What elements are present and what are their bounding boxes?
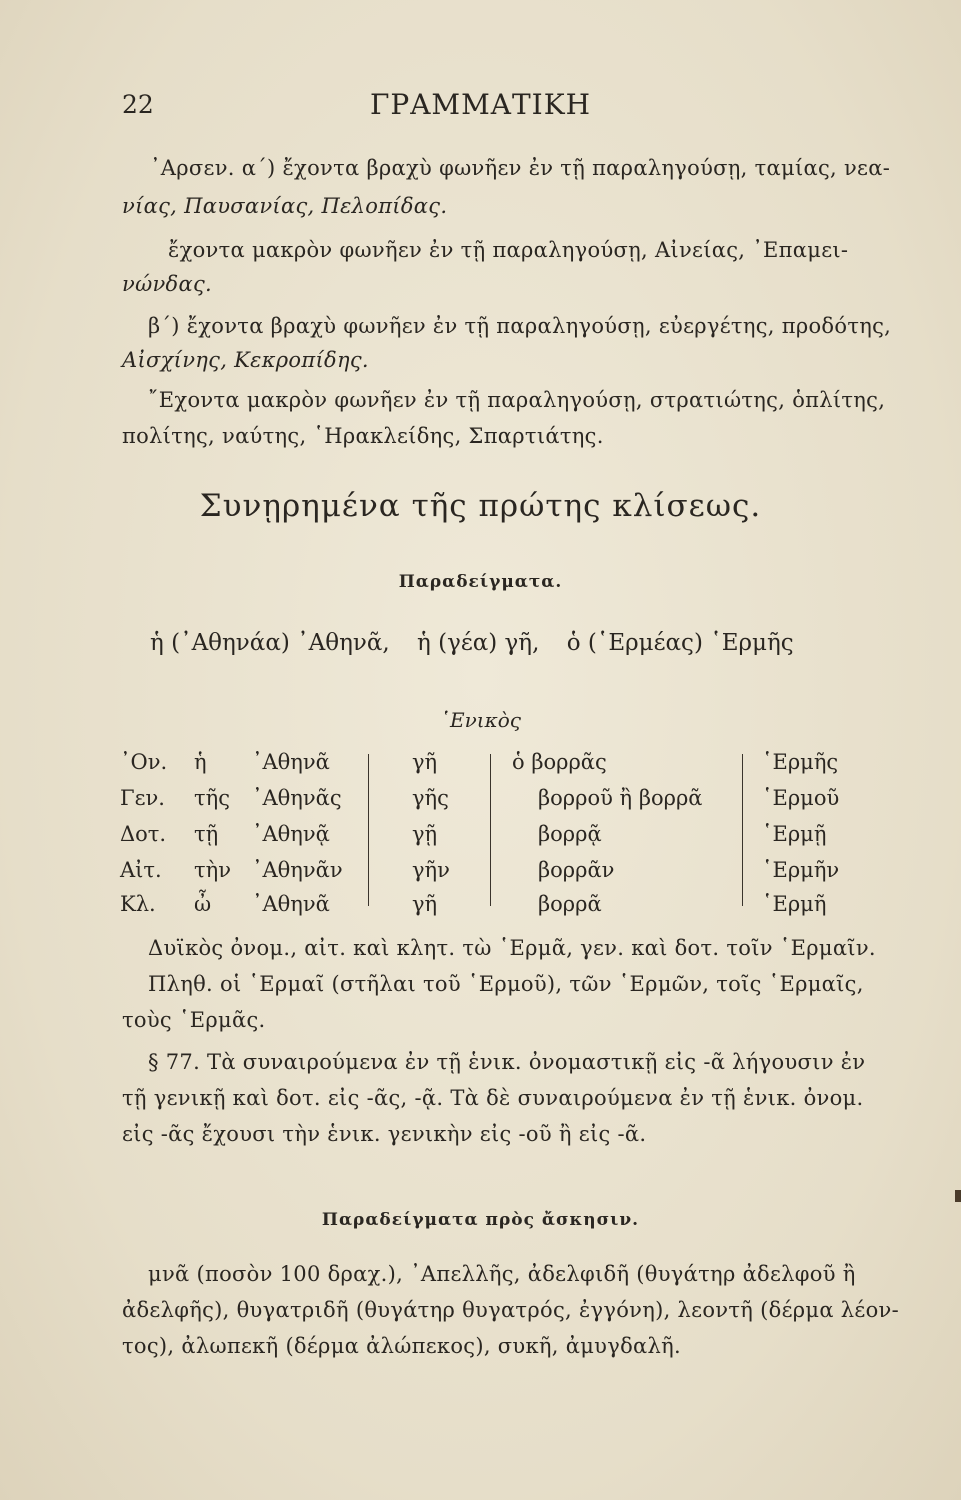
ge-cell: γῇ bbox=[412, 822, 438, 846]
borras-cell: βορρᾶ bbox=[538, 892, 602, 916]
intro-line: νώνδας. bbox=[122, 272, 213, 296]
declension-table bbox=[120, 750, 860, 916]
examples-heading: Παραδείγματα. bbox=[398, 572, 563, 592]
ge-cell: γῆν bbox=[412, 858, 450, 882]
intro-line: νίας, Παυσανίας, Πελοπίδας. bbox=[122, 194, 448, 218]
page-edge-mark bbox=[955, 1190, 961, 1202]
dual-line: Δυϊκὸς ὀνομ., αἰτ. καὶ κλητ. τὼ ῾Ερμᾶ, γεν. καὶ δοτ. τοῖν ῾Ερμαῖν. bbox=[148, 936, 876, 960]
hermes-cell: ῾Ερμῇ bbox=[762, 822, 827, 846]
athena-cell: ᾿Αθηνᾶς bbox=[252, 786, 342, 810]
number-label: ῾Ενικὸς bbox=[440, 708, 521, 732]
athena-cell: ᾿Αθηνᾶ bbox=[252, 892, 330, 916]
paragraph-line: § 77. Τὰ συναιρούμενα ἐν τῇ ἑνικ. ὀνομαστικῇ εἰς -ᾶ λήγουσιν ἐν bbox=[148, 1050, 866, 1074]
athena-cell: ᾿Αθηνᾷ bbox=[252, 822, 330, 846]
ge-cell: γῆ bbox=[412, 892, 438, 916]
borras-cell: βορροῦ ἢ βορρᾶ bbox=[538, 786, 703, 810]
article-cell: τὴν bbox=[194, 858, 231, 882]
exercise-line: τος), ἀλωπεκῆ (δέρμα ἀλώπεκος), συκῆ, ἀμυγδαλῆ. bbox=[122, 1334, 681, 1358]
case-label: Κλ. bbox=[120, 892, 156, 916]
table-divider bbox=[490, 754, 491, 906]
borras-cell: ὁ βορρᾶς bbox=[512, 750, 607, 774]
table-divider bbox=[742, 754, 743, 906]
paragraph-line: εἰς -ᾶς ἔχουσι τὴν ἑνικ. γενικὴν εἰς -οῦ ἢ εἰς -ᾶ. bbox=[122, 1122, 647, 1146]
intro-line: ἔχοντα μακρὸν φωνῆεν ἐν τῇ παραληγούσῃ, Αἰνείας, ᾿Επαμει- bbox=[168, 238, 849, 262]
page-number: 22 bbox=[122, 90, 154, 119]
article-cell: ὦ bbox=[194, 892, 212, 916]
intro-line: ῎Εχοντα μακρὸν φωνῆεν ἐν τῇ παραληγούσῃ, στρατιώτης, ὁπλίτης, bbox=[148, 388, 886, 412]
hermes-cell: ῾Ερμῆ bbox=[762, 892, 827, 916]
hermes-cell: ῾Ερμῆς bbox=[762, 750, 839, 774]
athena-cell: ᾿Αθηνᾶ bbox=[252, 750, 330, 774]
article-cell: τῆς bbox=[194, 786, 230, 810]
table-divider bbox=[368, 754, 369, 906]
intro-line: β΄) ἔχοντα βραχὺ φωνῆεν ἐν τῇ παραληγούσῃ, εὐεργέτης, προδότης, bbox=[148, 314, 892, 338]
article-cell: τῇ bbox=[194, 822, 219, 846]
section-heading: Συνῃρημένα τῆς πρώτης κλίσεως. bbox=[199, 488, 762, 524]
case-label: Γεν. bbox=[120, 786, 165, 810]
paragraph-line: τῇ γενικῇ καὶ δοτ. εἰς -ᾶς, -ᾷ. Τὰ δὲ συναιρούμενα ἐν τῇ ἑνικ. ὀνομ. bbox=[122, 1086, 864, 1110]
intro-line: ᾿Αρσεν. α΄) ἔχοντα βραχὺ φωνῆεν ἐν τῇ παραληγούσῃ, ταμίας, νεα- bbox=[150, 156, 891, 180]
running-title: ΓΡΑΜΜΑΤΙΚΗ bbox=[369, 88, 592, 121]
case-label: Δοτ. bbox=[120, 822, 167, 846]
plural-line: Πληθ. οἱ ῾Ερμαῖ (στῆλαι τοῦ ῾Ερμοῦ), τῶν ῾Ερμῶν, τοῖς ῾Ερμαῖς, bbox=[148, 972, 864, 996]
exercise-line: μνᾶ (ποσὸν 100 δραχ.), ᾿Απελλῆς, ἀδελφιδῆ (θυγάτηρ ἀδελφοῦ ἢ bbox=[148, 1262, 856, 1286]
intro-line: Αἰσχίνης, Κεκροπίδης. bbox=[122, 348, 369, 372]
athena-cell: ᾿Αθηνᾶν bbox=[252, 858, 343, 882]
exercise-heading: Παραδείγματα πρὸς ἄσκησιν. bbox=[321, 1210, 640, 1230]
exercise-line: ἀδελφῆς), θυγατριδῆ (θυγάτηρ θυγατρός, ἐγγόνη), λεοντῆ (δέρμα λέον- bbox=[122, 1298, 899, 1322]
example-hermes: ὁ (῾Ερμέας) ῾Ερμῆς bbox=[566, 630, 794, 656]
examples-line bbox=[150, 630, 814, 656]
hermes-cell: ῾Ερμῆν bbox=[762, 858, 840, 882]
example-athena: ἡ (᾿Αθηνάα) ᾿Αθηνᾶ, bbox=[150, 630, 390, 656]
borras-cell: βορρᾷ bbox=[538, 822, 602, 846]
case-label: ᾿Ον. bbox=[120, 750, 168, 774]
ge-cell: γῆς bbox=[412, 786, 449, 810]
case-label: Αἰτ. bbox=[120, 858, 162, 882]
plural-line: τοὺς ῾Ερμᾶς. bbox=[122, 1008, 266, 1032]
ge-cell: γῆ bbox=[412, 750, 438, 774]
article-cell: ἡ bbox=[194, 750, 207, 774]
borras-cell: βορρᾶν bbox=[538, 858, 615, 882]
intro-line: πολίτης, ναύτης, ῾Ηρακλείδης, Σπαρτιάτης. bbox=[122, 424, 604, 448]
example-ge: ἡ (γέα) γῆ, bbox=[417, 630, 540, 656]
hermes-cell: ῾Ερμοῦ bbox=[762, 786, 840, 810]
